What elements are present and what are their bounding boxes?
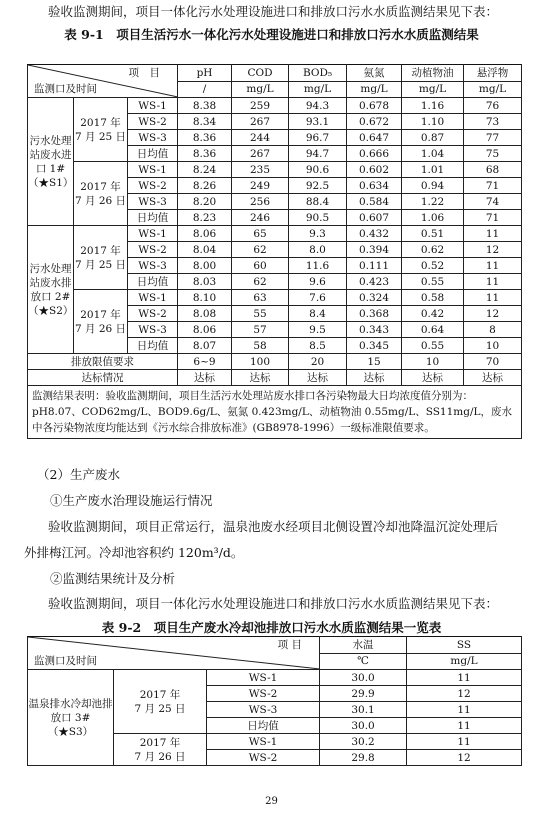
- value-cell: 60: [232, 258, 289, 274]
- value-cell: 8.08: [178, 306, 232, 322]
- value-cell: 96.7: [289, 130, 347, 146]
- location-line: 站废水排: [29, 276, 72, 289]
- value-cell: 77: [464, 130, 522, 146]
- value-cell: 8.0: [289, 242, 347, 258]
- sample-id-cell: WS-2: [128, 306, 178, 322]
- column-unit: mg/L: [347, 81, 402, 98]
- table-row: [28, 670, 522, 686]
- value-cell: 8.23: [178, 210, 232, 226]
- table1-water-quality: [27, 64, 522, 439]
- header-item-label: 项 目: [277, 639, 302, 651]
- value-cell: 0.432: [347, 226, 402, 242]
- sample-id-cell: WS-3: [128, 258, 178, 274]
- date-line: 2017 年: [80, 308, 121, 321]
- table-row: [28, 98, 522, 114]
- value-cell: 11: [407, 670, 522, 686]
- value-cell: 71: [464, 178, 522, 194]
- value-cell: 12: [464, 306, 522, 322]
- status-value: 达标: [289, 370, 347, 386]
- value-cell: 63: [232, 290, 289, 306]
- value-cell: 0.634: [347, 178, 402, 194]
- value-cell: 75: [464, 146, 522, 162]
- value-cell: 256: [232, 194, 289, 210]
- note-row: [28, 386, 522, 439]
- limit-value: 70: [464, 354, 522, 370]
- location-cell: [28, 226, 74, 354]
- value-cell: 0.345: [347, 338, 402, 354]
- value-cell: 267: [232, 114, 289, 130]
- sample-id-cell: 日均值: [207, 718, 320, 734]
- value-cell: 259: [232, 98, 289, 114]
- value-cell: 8.07: [178, 338, 232, 354]
- value-cell: 1.04: [402, 146, 464, 162]
- value-cell: 0.602: [347, 162, 402, 178]
- column-header: pH: [178, 65, 232, 82]
- value-cell: 57: [232, 322, 289, 338]
- table2-caption: 表 9-2 项目生产废水冷却池排放口污水水质监测结果一览表: [101, 620, 442, 635]
- value-cell: 71: [464, 210, 522, 226]
- value-cell: 8.06: [178, 226, 232, 242]
- value-cell: 0.647: [347, 130, 402, 146]
- value-cell: 12: [464, 242, 522, 258]
- value-cell: 267: [232, 146, 289, 162]
- value-cell: 76: [464, 98, 522, 114]
- value-cell: 0.58: [402, 290, 464, 306]
- sample-id-cell: 日均值: [128, 338, 178, 354]
- table-note: 监测结果表明：验收监测期间，项目生活污水处理站废水排口各污染物最大日均浓度值分别为：pH8.07、COD62mg/L、BOD9.6g/L、氨氮 0.423mg/L、动植物油 0.55mg/L、SS11mg/L，废水中各污染物浓度均能达到《污水综合排放标准》(GB8978-1996）一级标准限值要求。: [28, 386, 522, 439]
- table1-caption: 表 9-1 项目生活污水一体化污水处理设施进口和排放口污水水质监测结果: [64, 27, 479, 42]
- limit-row: [28, 354, 522, 370]
- value-cell: 249: [232, 178, 289, 194]
- date-cell: [74, 290, 128, 354]
- table-row: [28, 226, 522, 242]
- date-line: 7 月 26 日: [134, 750, 186, 763]
- value-cell: 8.5: [289, 338, 347, 354]
- limit-value: 6~9: [178, 354, 232, 370]
- value-cell: 0.607: [347, 210, 402, 226]
- location-line: 污水处理: [29, 262, 72, 275]
- value-cell: 0.64: [402, 322, 464, 338]
- status-value: 达标: [347, 370, 402, 386]
- date-line: 7 月 26 日: [74, 322, 127, 335]
- section2-paragraph-b: 外排梅江河。冷却池容积约 120m³/d。: [24, 545, 244, 560]
- value-cell: 11: [464, 226, 522, 242]
- value-cell: 58: [232, 338, 289, 354]
- value-cell: 8.00: [178, 258, 232, 274]
- value-cell: 8.04: [178, 242, 232, 258]
- location-line: 放口 2#: [30, 290, 71, 303]
- date-cell: [114, 670, 207, 734]
- value-cell: 74: [464, 194, 522, 210]
- value-cell: 65: [232, 226, 289, 242]
- column-header: COD: [232, 65, 289, 82]
- column-header: 动植物油: [402, 65, 464, 82]
- sample-id-cell: WS-1: [128, 162, 178, 178]
- value-cell: 0.368: [347, 306, 402, 322]
- value-cell: 30.0: [320, 718, 407, 734]
- value-cell: 90.6: [289, 162, 347, 178]
- sample-id-cell: 日均值: [128, 146, 178, 162]
- date-line: 2017 年: [80, 116, 121, 129]
- value-cell: 0.324: [347, 290, 402, 306]
- column-header: BOD₅: [289, 65, 347, 82]
- value-cell: 29.8: [320, 750, 407, 766]
- value-cell: 0.87: [402, 130, 464, 146]
- section2-subtitle-1: ①生产废水治理设施运行情况: [50, 493, 213, 508]
- status-value: 达标: [178, 370, 232, 386]
- value-cell: 9.6: [289, 274, 347, 290]
- sample-id-cell: WS-1: [207, 734, 320, 750]
- value-cell: 8.4: [289, 306, 347, 322]
- column-unit: mg/L: [232, 81, 289, 98]
- value-cell: 0.94: [402, 178, 464, 194]
- column-header: SS: [407, 637, 522, 654]
- value-cell: 1.01: [402, 162, 464, 178]
- value-cell: 8.06: [178, 322, 232, 338]
- value-cell: 0.672: [347, 114, 402, 130]
- value-cell: 8.20: [178, 194, 232, 210]
- header-item-label: 项 目: [128, 67, 160, 79]
- value-cell: 9.5: [289, 322, 347, 338]
- location-line: （★S3）: [47, 725, 94, 738]
- sample-id-cell: WS-2: [128, 114, 178, 130]
- date-line: 2017 年: [80, 244, 121, 257]
- date-line: 7 月 25 日: [74, 130, 127, 143]
- value-cell: 0.62: [402, 242, 464, 258]
- value-cell: 94.7: [289, 146, 347, 162]
- location-line: 污水处理: [29, 134, 72, 147]
- value-cell: 10: [464, 338, 522, 354]
- value-cell: 12: [407, 686, 522, 702]
- value-cell: 92.5: [289, 178, 347, 194]
- value-cell: 11: [407, 718, 522, 734]
- value-cell: 0.394: [347, 242, 402, 258]
- value-cell: 8.26: [178, 178, 232, 194]
- value-cell: 30.1: [320, 702, 407, 718]
- sample-id-cell: WS-2: [128, 242, 178, 258]
- header-diagonal-cell: [28, 65, 178, 98]
- location-line: 口 1#: [35, 162, 66, 175]
- value-cell: 11: [464, 274, 522, 290]
- value-cell: 235: [232, 162, 289, 178]
- value-cell: 0.55: [402, 274, 464, 290]
- value-cell: 0.42: [402, 306, 464, 322]
- header-diagonal-cell: [28, 637, 320, 670]
- status-value: 达标: [402, 370, 464, 386]
- limit-value: 15: [347, 354, 402, 370]
- value-cell: 8: [464, 322, 522, 338]
- location-line: 站废水进: [29, 148, 72, 161]
- value-cell: 0.666: [347, 146, 402, 162]
- column-unit: mg/L: [464, 81, 522, 98]
- sample-id-cell: WS-1: [128, 290, 178, 306]
- date-cell: [74, 226, 128, 290]
- value-cell: 11: [407, 702, 522, 718]
- column-header: 氨氮: [347, 65, 402, 82]
- value-cell: 0.343: [347, 322, 402, 338]
- value-cell: 29.9: [320, 686, 407, 702]
- value-cell: 244: [232, 130, 289, 146]
- value-cell: 94.3: [289, 98, 347, 114]
- value-cell: 0.111: [347, 258, 402, 274]
- sample-id-cell: 日均值: [128, 274, 178, 290]
- column-unit: mg/L: [402, 81, 464, 98]
- value-cell: 88.4: [289, 194, 347, 210]
- value-cell: 0.423: [347, 274, 402, 290]
- value-cell: 7.6: [289, 290, 347, 306]
- limit-label: 排放限值要求: [28, 354, 178, 370]
- sample-id-cell: WS-1: [207, 670, 320, 686]
- value-cell: 30.0: [320, 670, 407, 686]
- value-cell: 1.06: [402, 210, 464, 226]
- intro-paragraph: 验收监测期间，项目一体化污水处理设施进口和排放口污水水质监测结果见下表：: [48, 4, 499, 19]
- value-cell: 1.22: [402, 194, 464, 210]
- sample-id-cell: WS-3: [128, 322, 178, 338]
- status-value: 达标: [464, 370, 522, 386]
- value-cell: 90.5: [289, 210, 347, 226]
- sample-id-cell: WS-3: [207, 702, 320, 718]
- section2-paragraph-a: 验收监测期间，项目正常运行，温泉池废水经项目北侧设置冷却池降温沉淀处理后: [48, 519, 499, 534]
- sample-id-cell: WS-3: [128, 130, 178, 146]
- column-unit: mg/L: [407, 653, 522, 670]
- table2-header-row: [28, 637, 522, 654]
- sample-id-cell: WS-1: [128, 98, 178, 114]
- location-line: （★S2）: [28, 304, 74, 317]
- value-cell: 0.678: [347, 98, 402, 114]
- value-cell: 1.16: [402, 98, 464, 114]
- column-unit: ℃: [320, 653, 407, 670]
- value-cell: 73: [464, 114, 522, 130]
- value-cell: 11: [464, 290, 522, 306]
- status-label: 达标情况: [28, 370, 178, 386]
- value-cell: 8.03: [178, 274, 232, 290]
- location-cell: [28, 98, 74, 226]
- value-cell: 0.52: [402, 258, 464, 274]
- value-cell: 8.38: [178, 98, 232, 114]
- value-cell: 62: [232, 242, 289, 258]
- value-cell: 55: [232, 306, 289, 322]
- date-line: 2017 年: [80, 180, 121, 193]
- date-line: 7 月 25 日: [74, 258, 127, 271]
- value-cell: 0.55: [402, 338, 464, 354]
- limit-value: 10: [402, 354, 464, 370]
- date-cell: [74, 98, 128, 162]
- value-cell: 62: [232, 274, 289, 290]
- date-line: 7 月 25 日: [134, 702, 186, 715]
- intro-paragraph-2: 验收监测期间，项目一体化污水处理设施进口和排放口污水水质监测结果见下表：: [48, 596, 499, 611]
- sample-id-cell: WS-2: [207, 750, 320, 766]
- value-cell: 1.10: [402, 114, 464, 130]
- table1-header-row: [28, 65, 522, 82]
- column-header: 水温: [320, 637, 407, 654]
- value-cell: 93.1: [289, 114, 347, 130]
- location-line: 放口 3#: [50, 711, 91, 724]
- value-cell: 9.3: [289, 226, 347, 242]
- sample-id-cell: WS-1: [128, 226, 178, 242]
- header-point-label: 监测口及时间: [34, 83, 97, 95]
- page-number: 29: [265, 796, 278, 807]
- column-unit: mg/L: [289, 81, 347, 98]
- value-cell: 8.36: [178, 146, 232, 162]
- value-cell: 12: [407, 750, 522, 766]
- section2-title: （2）生产废水: [37, 467, 120, 482]
- table2-cooling-pool: [27, 636, 522, 766]
- table-row: [28, 290, 522, 306]
- section2-subtitle-2: ②监测结果统计及分析: [50, 571, 176, 586]
- limit-value: 100: [232, 354, 289, 370]
- location-line: （★S1）: [28, 176, 74, 189]
- date-cell: [74, 162, 128, 226]
- sample-id-cell: WS-2: [207, 686, 320, 702]
- table-row: [28, 162, 522, 178]
- value-cell: 246: [232, 210, 289, 226]
- column-unit: /: [178, 81, 232, 98]
- date-line: 7 月 26 日: [74, 194, 127, 207]
- status-row: [28, 370, 522, 386]
- limit-value: 20: [289, 354, 347, 370]
- column-header: 悬浮物: [464, 65, 522, 82]
- location-cell: [28, 670, 114, 766]
- location-line: 温泉排水冷却池排: [28, 697, 113, 710]
- value-cell: 11: [464, 258, 522, 274]
- date-line: 2017 年: [139, 736, 181, 749]
- value-cell: 8.36: [178, 130, 232, 146]
- status-value: 达标: [232, 370, 289, 386]
- date-cell: [114, 734, 207, 766]
- value-cell: 8.10: [178, 290, 232, 306]
- date-line: 2017 年: [139, 688, 181, 701]
- sample-id-cell: WS-3: [128, 194, 178, 210]
- value-cell: 68: [464, 162, 522, 178]
- value-cell: 30.2: [320, 734, 407, 750]
- value-cell: 0.51: [402, 226, 464, 242]
- value-cell: 8.24: [178, 162, 232, 178]
- value-cell: 8.34: [178, 114, 232, 130]
- sample-id-cell: WS-2: [128, 178, 178, 194]
- value-cell: 11: [407, 734, 522, 750]
- value-cell: 0.584: [347, 194, 402, 210]
- header-point-label: 监测口及时间: [34, 655, 97, 667]
- sample-id-cell: 日均值: [128, 210, 178, 226]
- value-cell: 11.6: [289, 258, 347, 274]
